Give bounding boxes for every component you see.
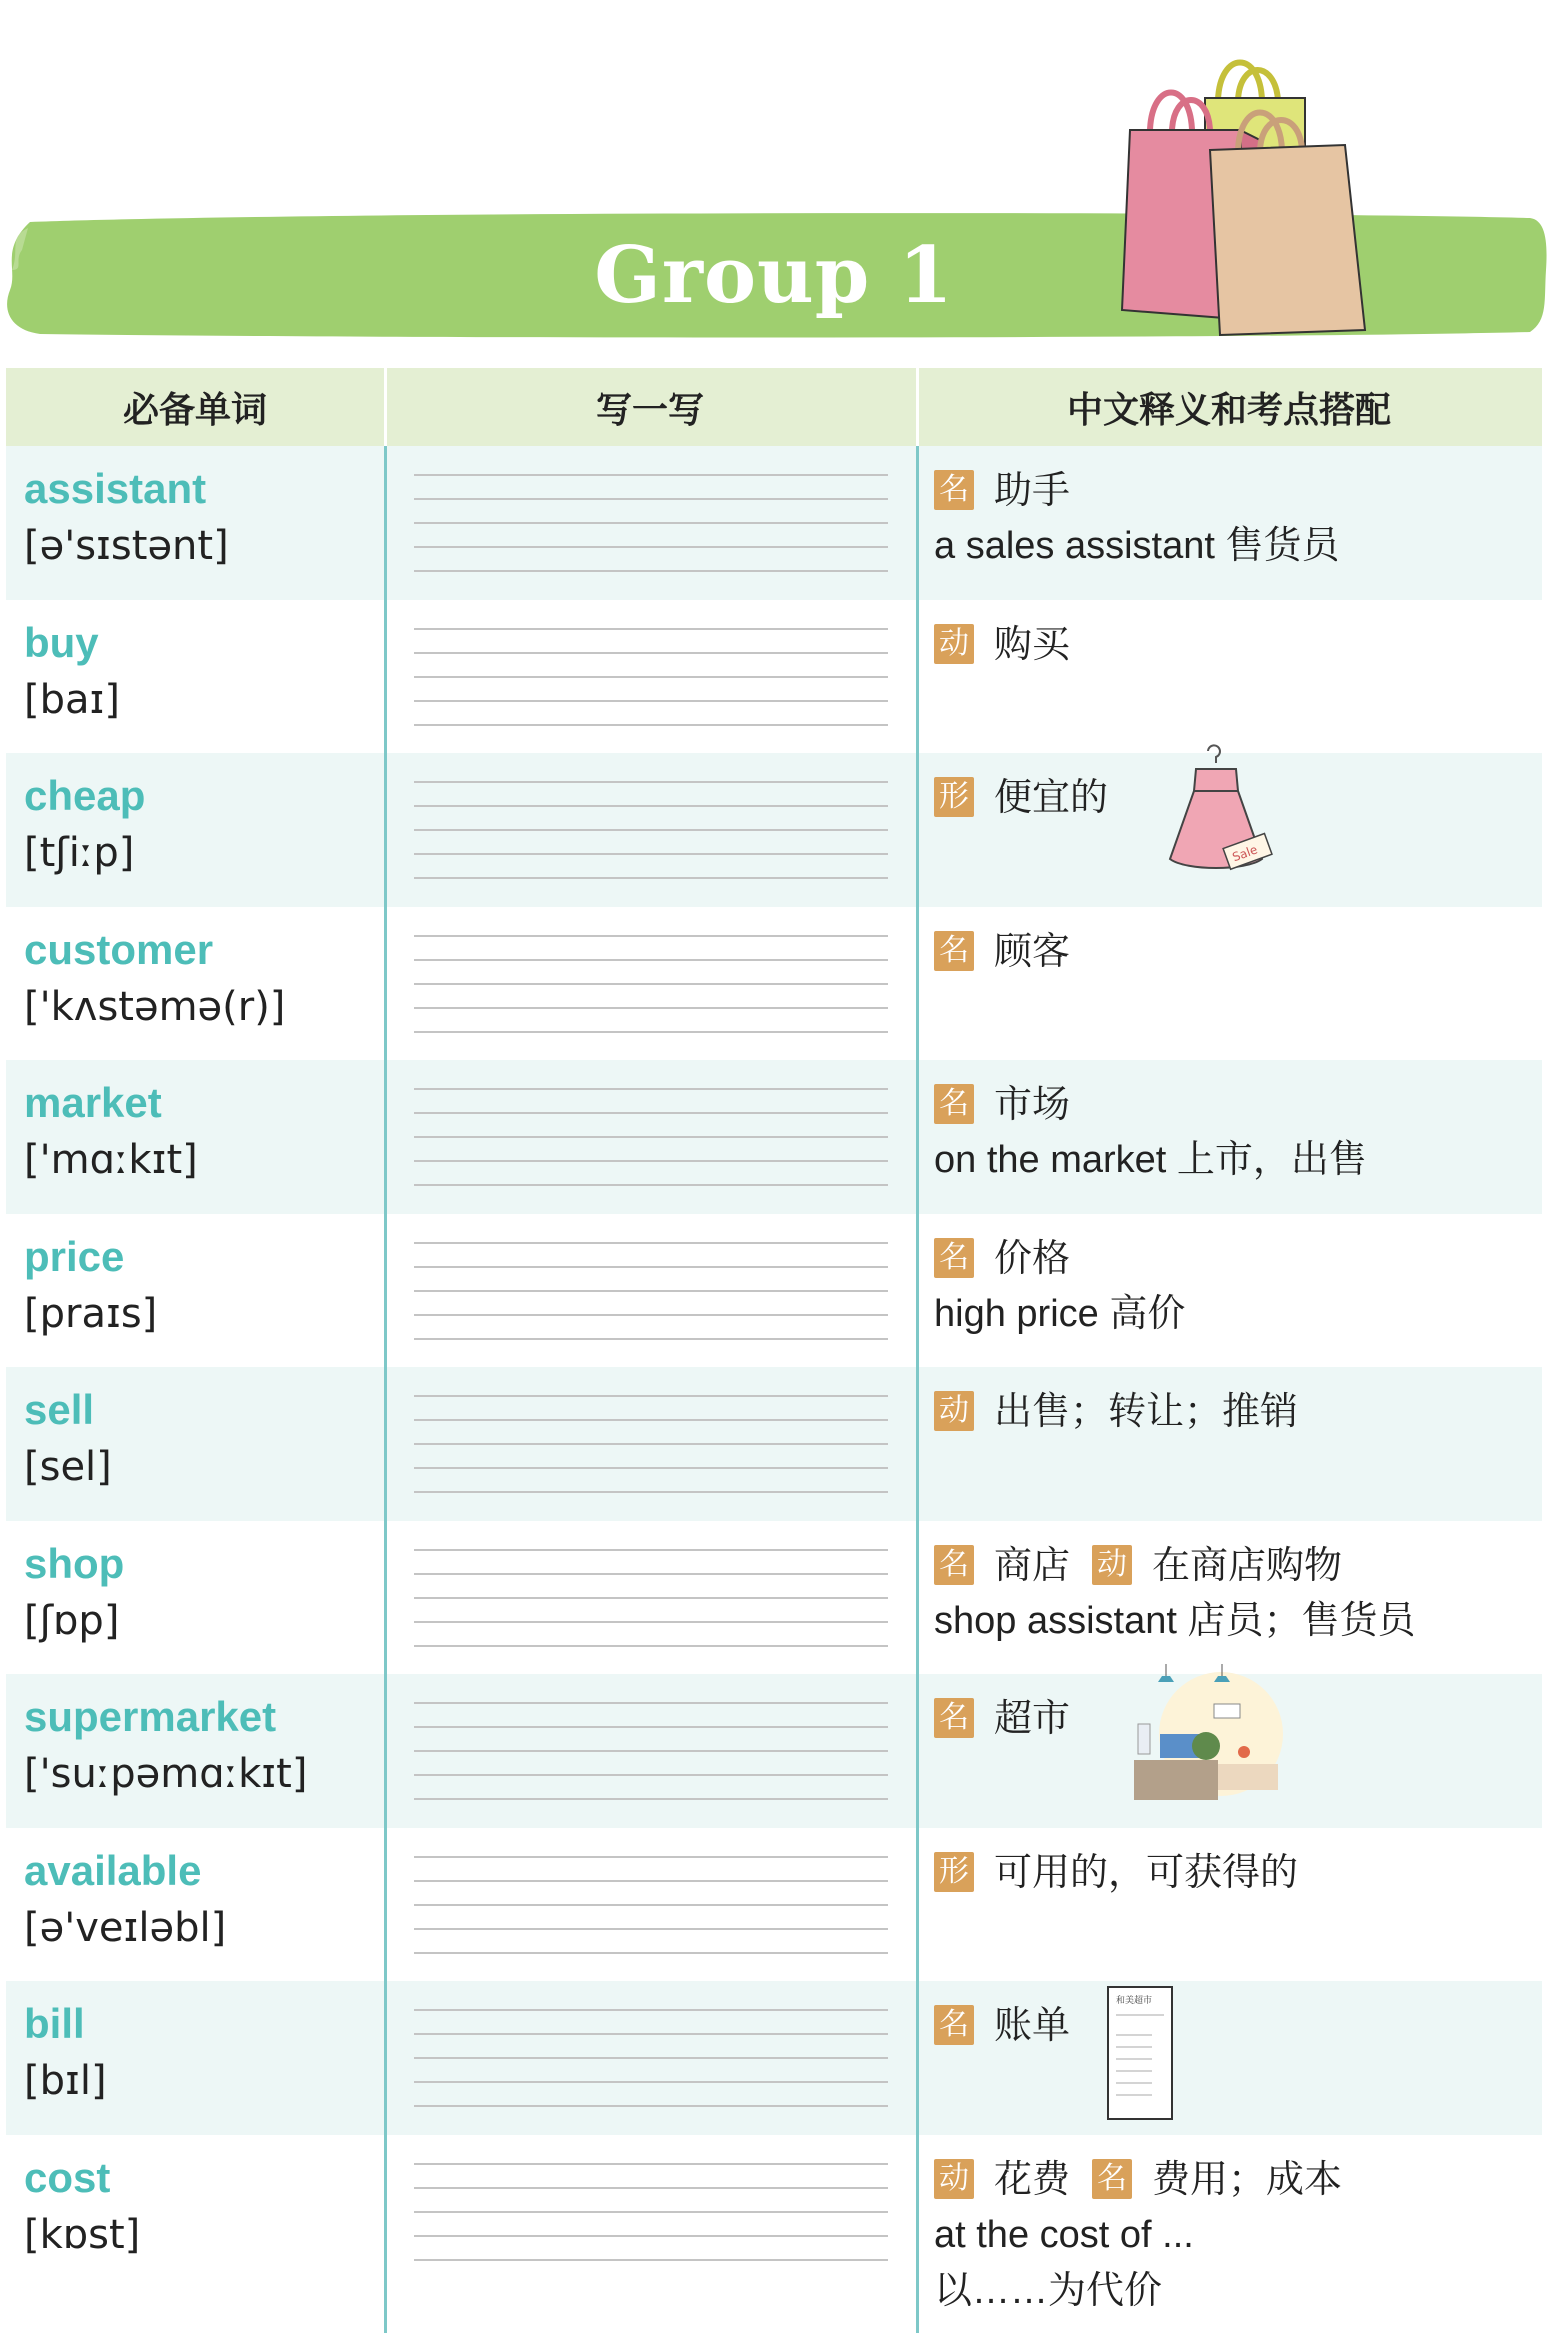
word-cell [6,2135,384,2289]
meaning-cell [916,1521,1542,1675]
vocab-word: shop [24,1539,125,1587]
part-of-speech-badge: 形 [934,1852,974,1892]
writing-area[interactable] [384,600,916,754]
meaning-line [934,1078,1542,1130]
vocab-word: cost [24,2153,111,2201]
word-cell [6,1060,384,1214]
collocation-line: 以……为代价 [934,2269,1163,2312]
table-row-customer [6,907,1542,1061]
meaning-cell [916,1214,1542,1368]
word-cell [6,753,384,907]
meaning-cell [916,1367,1542,1521]
writing-area[interactable] [384,1367,916,1521]
phonetic: [baɪ] [24,676,120,723]
meaning-text: 购买 [994,621,1071,666]
meaning-line [934,1539,1542,1591]
writing-area[interactable] [384,446,916,600]
part-of-speech-badge: 动 [934,2159,974,2199]
vocab-word: supermarket [24,1693,277,1740]
vocab-word: sell [24,1386,95,1433]
collocation-line: at the cost of ... [934,2213,1194,2256]
phonetic: [praɪs] [24,1290,158,1337]
word-cell [6,1521,384,1675]
meaning-cell [916,2135,1542,2312]
table-row-market [6,1060,1542,1214]
writing-area[interactable] [384,907,916,1061]
table-row-bill [6,1981,1542,2135]
writing-area[interactable] [384,1521,916,1675]
word-cell [6,600,384,754]
meaning-text: 账单 [994,2003,1071,2047]
meaning-line [934,1999,1542,2051]
table-header [6,368,1542,446]
writing-area[interactable] [384,1828,916,1982]
sale-tag-label: Sale [1230,842,1260,865]
vocab-word: bill [24,2000,85,2047]
shopping-bags-illustration [1110,40,1390,340]
meaning-text: 价格 [994,1235,1071,1280]
word-cell [6,1828,384,1982]
phonetic: [ʃɒp] [24,1597,120,1644]
table-row-available [6,1828,1542,1982]
phonetic: [ə'sɪstənt] [24,523,229,569]
vocab-word: customer [24,925,214,973]
part-of-speech-badge: 名 [934,470,974,510]
writing-area[interactable] [384,1214,916,1368]
phonetic: [kɒst] [24,2211,141,2258]
column-divider [384,446,387,2333]
word-cell [6,446,384,600]
meaning-cell [916,1828,1542,1982]
meaning-cell [916,1060,1542,1214]
vocab-word: price [24,1232,125,1280]
phonetic: [sel] [24,1444,112,1490]
meaning-text: 花费 [994,2156,1071,2201]
header-word: 必备单词 [122,389,267,431]
meaning-cell [916,600,1542,754]
meaning-line [934,1385,1542,1437]
word-cell [6,1214,384,1368]
meaning-cell [916,1981,1542,2135]
table-row-shop [6,1521,1542,1675]
receipt-header: 和美超市 [1116,1996,1153,2006]
meaning-text: 便宜的 [994,775,1109,819]
meaning-cell [916,1674,1542,1828]
column-divider [916,446,919,2333]
meaning-text: 助手 [994,468,1071,512]
word-cell [6,1367,384,1521]
part-of-speech-badge: 名 [934,931,974,971]
word-cell [6,907,384,1061]
meaning-line [934,618,1542,670]
phonetic: ['kʌstəmə(r)] [24,983,286,1030]
part-of-speech-badge: 名 [934,2005,974,2045]
word-cell [6,1981,384,2135]
dress-sale-illustration [1156,741,1276,891]
part-of-speech-badge: 名 [934,1545,974,1585]
meaning-line [934,1232,1542,1284]
vocab-word: assistant [24,465,207,512]
phonetic: [tʃiːp] [24,830,135,876]
table-row-buy [6,600,1542,754]
writing-area[interactable] [384,1674,916,1828]
meaning-text: 商店 [994,1542,1071,1587]
part-of-speech-badge: 名 [934,1238,974,1278]
word-cell [6,1674,384,1828]
vocab-word: buy [24,618,99,666]
meaning-text: 费用；成本 [1152,2156,1343,2201]
meaning-line [934,1846,1542,1898]
writing-area[interactable] [384,2135,916,2289]
meaning-text: 出售；转让；推销 [994,1389,1299,1433]
part-of-speech-badge: 名 [934,1698,974,1738]
meaning-line [934,2153,1542,2205]
phonetic: [bɪl] [24,2058,107,2104]
writing-area[interactable] [384,1981,916,2135]
table-row-cost [6,2135,1542,2312]
table-row-sell [6,1367,1542,1521]
vocab-word: available [24,1846,202,1894]
supermarket-illustration [1126,1664,1286,1824]
writing-area[interactable] [384,1060,916,1214]
collocation-line: on the market 上市，出售 [934,1139,1367,1181]
vocab-word: cheap [24,772,146,819]
writing-area[interactable] [384,753,916,907]
phonetic: ['suːpəmɑːkɪt] [24,1751,308,1797]
meaning-text: 可用的，可获得的 [994,1849,1299,1894]
part-of-speech-badge: 动 [1092,1545,1132,1585]
meaning-text: 超市 [994,1696,1071,1740]
collocation-line: a sales assistant 售货员 [934,525,1340,567]
meaning-cell [916,446,1542,600]
phonetic: ['mɑːkɪt] [24,1137,198,1183]
part-of-speech-badge: 名 [1092,2159,1132,2199]
vocabulary-table [6,368,1542,2312]
collocation-line: shop assistant 店员；售货员 [934,1599,1416,1642]
meaning-line [934,925,1542,977]
part-of-speech-badge: 名 [934,1084,974,1124]
table-row-cheap [6,753,1542,907]
page-title: Group 1 [594,229,954,321]
part-of-speech-badge: 形 [934,777,974,817]
part-of-speech-badge: 动 [934,1391,974,1431]
meaning-cell [916,753,1542,907]
phonetic: [ə'veɪləbl] [24,1904,227,1951]
table-row-assistant [6,446,1542,600]
meaning-line [934,464,1542,516]
meaning-text: 市场 [994,1082,1071,1126]
meaning-text: 顾客 [994,928,1071,973]
table-row-price [6,1214,1542,1368]
table-row-supermarket [6,1674,1542,1828]
header-write: 写一写 [595,389,704,431]
vocab-word: market [24,1079,162,1126]
meaning-cell [916,907,1542,1061]
part-of-speech-badge: 动 [934,624,974,664]
collocation-line: high price 高价 [934,1292,1186,1335]
meaning-text: 在商店购物 [1152,1542,1343,1587]
header-meaning: 中文释义和考点搭配 [1066,389,1391,431]
receipt-illustration [1106,1985,1176,2125]
